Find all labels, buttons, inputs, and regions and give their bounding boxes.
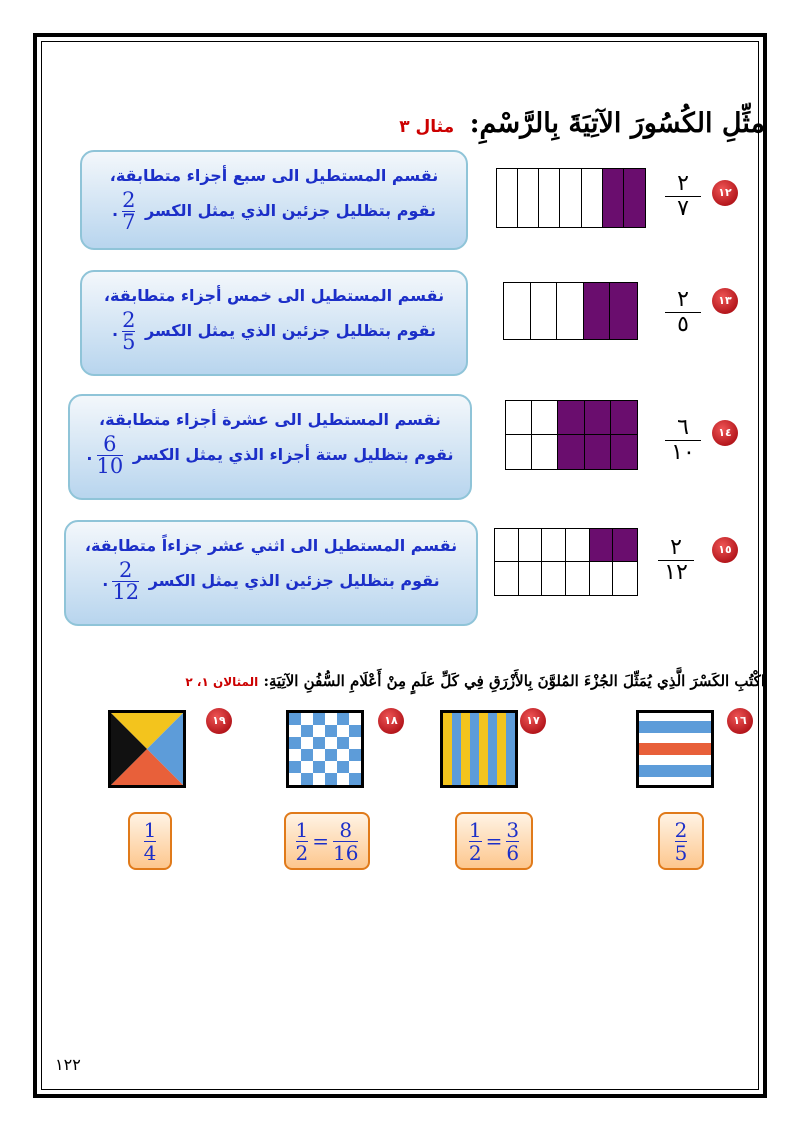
unshaded-part: [506, 435, 532, 469]
unshaded-part: [557, 283, 584, 339]
checker-square: [313, 761, 325, 773]
checker-square: [289, 761, 301, 773]
checker-square: [313, 773, 325, 785]
question-badge-13: ١٣: [712, 288, 738, 314]
answer-fraction: $\frac{2}{5}$: [122, 308, 136, 354]
question-badge-15: ١٥: [712, 537, 738, 563]
shaded-part: [611, 435, 637, 469]
checker-square: [325, 737, 337, 749]
flag-18-checkered: [286, 710, 364, 788]
checker-square: [301, 725, 313, 737]
checker-square: [289, 749, 301, 761]
flag-17-striped-vertical: [440, 710, 518, 788]
checker-square: [337, 725, 349, 737]
unshaded-part: [566, 562, 590, 595]
checker-square: [289, 737, 301, 749]
title-text: مثِّلِ الكُسُورَ الآتِيَةَ بِالرَّسْمِ:: [469, 108, 765, 139]
page-number: ١٢٢: [55, 1055, 81, 1074]
fraction-rectangle-13: [503, 282, 638, 340]
shaded-part: [558, 401, 584, 435]
checker-square: [325, 761, 337, 773]
exercise-title: [65, 108, 765, 139]
checker-square: [349, 737, 361, 749]
answer-line-2: نقوم بتظليل ستة أجزاء الذي يمثل الكسر: [132, 445, 454, 464]
flag-badge-18: ١٨: [378, 708, 404, 734]
shaded-part: [611, 401, 637, 435]
flag-badge-19: ١٩: [206, 708, 232, 734]
checker-square: [349, 749, 361, 761]
flag-answer-16: 2 5: [658, 812, 704, 870]
checker-square: [337, 773, 349, 785]
checker-square: [325, 749, 337, 761]
checker-square: [337, 761, 349, 773]
checker-square: [325, 773, 337, 785]
question-badge-14: ١٤: [712, 420, 738, 446]
checker-square: [313, 749, 325, 761]
checker-square: [289, 713, 301, 725]
unshaded-part: [560, 169, 581, 227]
answer-fraction: $\frac{2}{12}$: [112, 558, 140, 604]
checker-square: [349, 713, 361, 725]
answer-line-1: نقسم المستطيل الى عشرة أجزاء متطابقة،: [99, 410, 441, 429]
flag-answer-17: $\frac{1}{2}$ = $\frac{3}{6}$: [455, 812, 533, 870]
unshaded-part: [582, 169, 603, 227]
unshaded-part: [532, 435, 558, 469]
shaded-part: [624, 169, 645, 227]
checker-square: [301, 737, 313, 749]
checker-square: [301, 713, 313, 725]
checker-square: [337, 737, 349, 749]
shaded-part: [585, 435, 611, 469]
shaded-part: [590, 529, 614, 562]
answer-line-1: نقسم المستطيل الى اثني عشر جزاءاً متطابقة،: [84, 536, 458, 555]
checker-square: [301, 749, 313, 761]
answer-box-14: نقسم المستطيل الى عشرة أجزاء متطابقة، نقوم بتظليل ستة أجزاء الذي يمثل الكسر $\frac{6}{10}$ .: [68, 394, 472, 500]
checker-square: [313, 725, 325, 737]
flag-19-diagonal-quarters: [108, 710, 186, 788]
flag-answer-18: $\frac{1}{2}$ = $\frac{8}{16}$: [284, 812, 370, 870]
answer-box-15: نقسم المستطيل الى اثني عشر جزاءاً متطابقة، نقوم بتظليل جزئين الذي يمثل الكسر $\frac{2}{12}$ .: [64, 520, 478, 626]
question-badge-12: ١٢: [712, 180, 738, 206]
question-fraction-14: ٦ ١٠: [665, 416, 701, 465]
shaded-part: [585, 401, 611, 435]
unshaded-part: [518, 169, 539, 227]
shaded-part: [584, 283, 611, 339]
checker-square: [349, 725, 361, 737]
checker-square: [301, 761, 313, 773]
unshaded-part: [532, 401, 558, 435]
answer-fraction: $\frac{6}{10}$: [96, 432, 124, 478]
checker-square: [289, 773, 301, 785]
answer-line-2: نقوم بتظليل جزئين الذي يمثل الكسر: [145, 201, 437, 220]
flags-instruction: [45, 672, 765, 690]
question-fraction-15: ٢ ١٢: [658, 536, 694, 585]
question-fraction-12: ٢ ٧: [665, 172, 701, 221]
unshaded-part: [539, 169, 560, 227]
answer-fraction: $\frac{2}{7}$: [122, 188, 136, 234]
instruction-text: اكْتُبِ الكَسْرَ الَّذِي يُمَثِّلَ الجُزْءَ المُلوَّنَ بِالأَزْرَقِ فِي كَلِّ عَلَمٍ مِنْ أَعْلَامِ السُّفُنِ الآتِيَةِ:: [263, 672, 765, 690]
answer-line-1: نقسم المستطيل الى خمس أجزاء متطابقة،: [103, 286, 445, 305]
fraction-rectangle-14: [505, 400, 638, 470]
shaded-part: [558, 435, 584, 469]
unshaded-part: [506, 401, 532, 435]
unshaded-part: [531, 283, 558, 339]
unshaded-part: [519, 562, 543, 595]
flag-badge-16: ١٦: [727, 708, 753, 734]
checker-square: [313, 737, 325, 749]
checker-square: [325, 725, 337, 737]
answer-box-13: نقسم المستطيل الى خمس أجزاء متطابقة، نقوم بتظليل جزئين الذي يمثل الكسر $\frac{2}{5}$ .: [80, 270, 468, 376]
checker-square: [349, 761, 361, 773]
checker-square: [289, 725, 301, 737]
unshaded-part: [566, 529, 590, 562]
checker-square: [337, 713, 349, 725]
unshaded-part: [590, 562, 614, 595]
flag-badge-17: ١٧: [520, 708, 546, 734]
unshaded-part: [495, 529, 519, 562]
unshaded-part: [542, 529, 566, 562]
fraction-rectangle-15: [494, 528, 638, 596]
checker-square: [337, 749, 349, 761]
flag-answer-19: 1 4: [128, 812, 172, 870]
fraction-rectangle-12: [496, 168, 646, 228]
answer-line-2: نقوم بتظليل جزئين الذي يمثل الكسر: [148, 571, 440, 590]
unshaded-part: [495, 562, 519, 595]
shaded-part: [603, 169, 624, 227]
checker-square: [313, 713, 325, 725]
unshaded-part: [497, 169, 518, 227]
answer-line-1: نقسم المستطيل الى سبع أجزاء متطابقة،: [109, 166, 439, 185]
title-example-ref: مثال ٣: [399, 117, 455, 137]
question-fraction-13: ٢ ٥: [665, 288, 701, 337]
checker-square: [325, 713, 337, 725]
shaded-part: [613, 529, 637, 562]
checker-square: [349, 773, 361, 785]
unshaded-part: [504, 283, 531, 339]
unshaded-part: [542, 562, 566, 595]
unshaded-part: [519, 529, 543, 562]
flag-16-striped-horizontal: [636, 710, 714, 788]
unshaded-part: [613, 562, 637, 595]
instruction-example-ref: المثالان ١، ٢: [185, 675, 259, 689]
shaded-part: [610, 283, 637, 339]
answer-box-12: نقسم المستطيل الى سبع أجزاء متطابقة، نقوم بتظليل جزئين الذي يمثل الكسر $\frac{2}{7}$ .: [80, 150, 468, 250]
checker-square: [301, 773, 313, 785]
answer-line-2: نقوم بتظليل جزئين الذي يمثل الكسر: [145, 321, 437, 340]
